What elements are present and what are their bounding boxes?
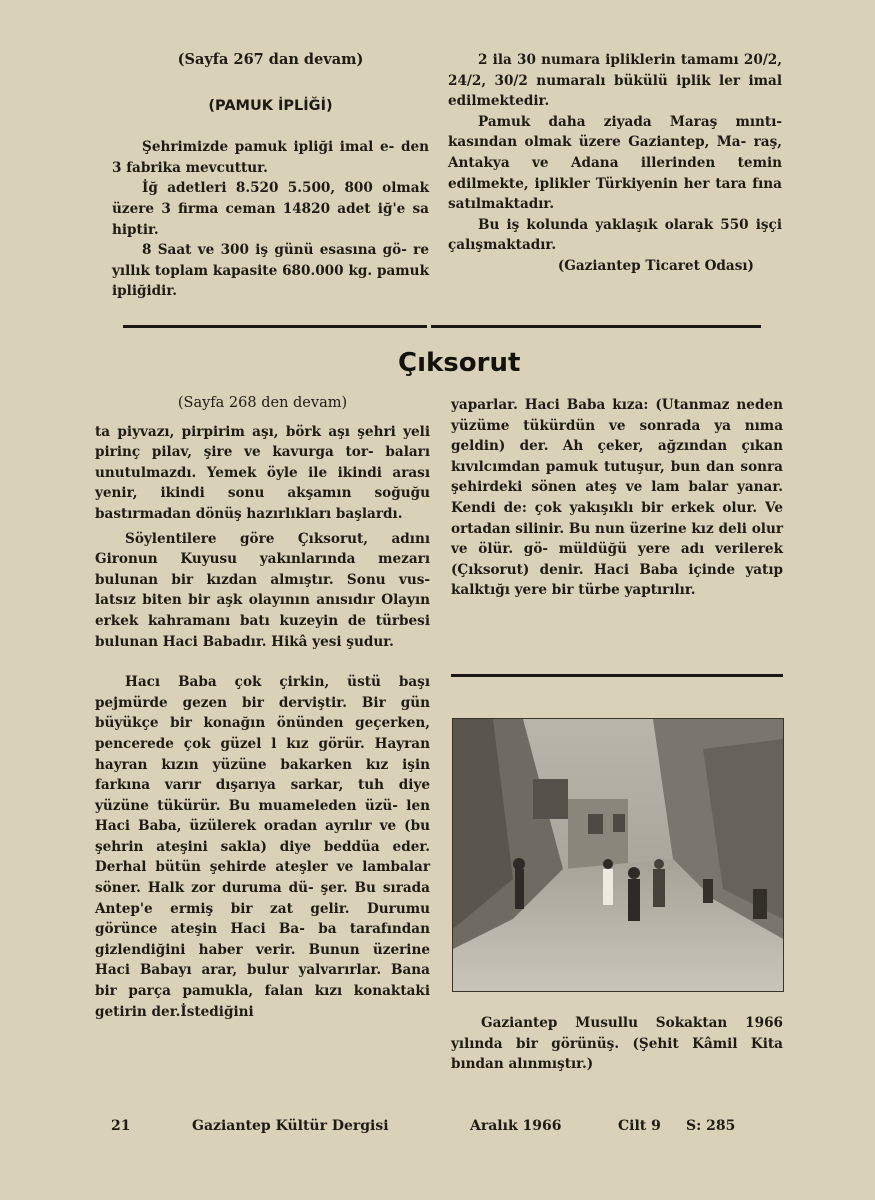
divider-rule xyxy=(123,325,427,328)
paragraph: Pamuk daha ziyada Maraş mıntı- kasından olmak üzere Gaziantep, Ma- raş, Antakya ve Adana illerinden temin edilmekte, iplikler Türkiyenin her tara fına satılmaktadır. xyxy=(448,113,782,213)
page-number: 21 xyxy=(111,1118,131,1134)
street-photograph xyxy=(452,718,784,992)
section-heading: (PAMUK İPLİĞİ) xyxy=(208,97,333,114)
paragraph: Hacı Baba çok çirkin, üstü başı pejmürde gezen bir derviştir. Bir gün büyükçe bir konağın önünden geçerken, pencerede çok güzel l kız görür. Hayran hayran kızın yüzüne bakarken kız işin farkına varır dışarıya sarkar, tuh diye yüzüne tükürür. Bu muameleden üzü- len Haci Baba, üzülerek oradan ayrılır ve (bu şehrin ateşini sakla) diye beddüa eder. Derhal bütün şehirde ateşler ve lambalar söner. Halk zor duruma dü- şer. Bu sırada Antep'e ermiş bir zat gelir. Durumu görünce ateşin Haci Ba- ba tarafından gizlendiğini haber verir. Bunun üzerine Haci Babayı arar, bulur yalvarırlar. Bana bir parça pamukla, falan kızı konaktaki getirin der.İstediğini xyxy=(95,674,430,1020)
journal-name: Gaziantep Kültür Dergisi xyxy=(192,1118,389,1134)
continued-note: (Sayfa 267 dan devam) xyxy=(177,51,364,68)
volume-number: Cilt 9 xyxy=(618,1118,661,1134)
street-scene-image xyxy=(453,719,783,991)
issue-date: Aralık 1966 xyxy=(470,1118,562,1134)
article-title: Çıksorut xyxy=(398,348,521,378)
divider-rule xyxy=(431,325,761,328)
source-note: (Gaziantep Ticaret Odası) xyxy=(557,257,754,274)
top-left-column xyxy=(112,50,429,302)
continued-note: (Sayfa 268 den devam) xyxy=(177,395,348,411)
paragraph: yaparlar. Haci Baba kıza: (Utanmaz neden yüzüme tükürdün ve sonrada ya nıma geldin) der. Ah çeker, ağzından çıkan kıvılcımdan pamuk tutuşur, bun dan sonra şehirdeki sönen ateş ve lam balar yanar. Kendi de: çok yakışıklı bir erkek olur. Ve ortadan silinir. Bu nun üzerine kız deli olur ve ölür. gö- müldüğü yere adı verilerek (Çıksorut) denir. Haci Baba içinde yatıp kalktığı yere bir türbe yaptırılır. xyxy=(451,397,783,599)
issue-number: S: 285 xyxy=(686,1118,736,1134)
paragraph: Şehrimizde pamuk ipliği imal e- den 3 fabrika mevcuttur. xyxy=(112,139,429,176)
article-right-column xyxy=(451,395,783,601)
paragraph: 8 Saat ve 300 iş günü esasına gö- re yıllık toplam kapasite 680.000 kg. pamuk ipliğidir. xyxy=(112,242,429,300)
paragraph: 2 ila 30 numara ipliklerin tamamı 20/2, 24/2, 30/2 numaralı bükülü iplik ler imal edilmektedir. xyxy=(448,52,782,110)
paragraph: Bu iş kolunda yaklaşık olarak 550 işçi çalışmaktadır. xyxy=(448,216,782,254)
paragraph: ta piyvazı, pirpirim aşı, börk aşı şehri yeli pirinç pilav, şire ve kavurga tor- baları unutulmazdı. Yemek öyle ile ikindi arası yenir, ikindi sonu akşamın soğuğu bastırmadan dönüş hazırlıkları başlardı. xyxy=(95,423,430,522)
caption-text: Gaziantep Musullu Sokaktan 1966 yılında bir görünüş. (Şehit Kâmil Kita bından alınmıştır.) xyxy=(451,1015,783,1073)
paragraph: İğ adetleri 8.520 5.500, 800 olmak üzere 3 firma ceman 14820 adet iğ'e sa hiptir. xyxy=(112,180,429,238)
divider-rule xyxy=(451,674,783,677)
photo-caption xyxy=(451,1013,783,1075)
top-right-column xyxy=(448,50,782,277)
paragraph: Söylentilere göre Çıksorut, adını Gironun Kuyusu yakınlarında mezarı bulunan bir kızdan almıştır. Sonu vus- latsız biten bir aşk olayının anısıdır Olayın erkek kahramanı batı kuzeyin de türbesi bulunan Haci Babadır. Hikâ yesi şudur. xyxy=(95,530,430,650)
article-left-column xyxy=(95,393,430,1022)
